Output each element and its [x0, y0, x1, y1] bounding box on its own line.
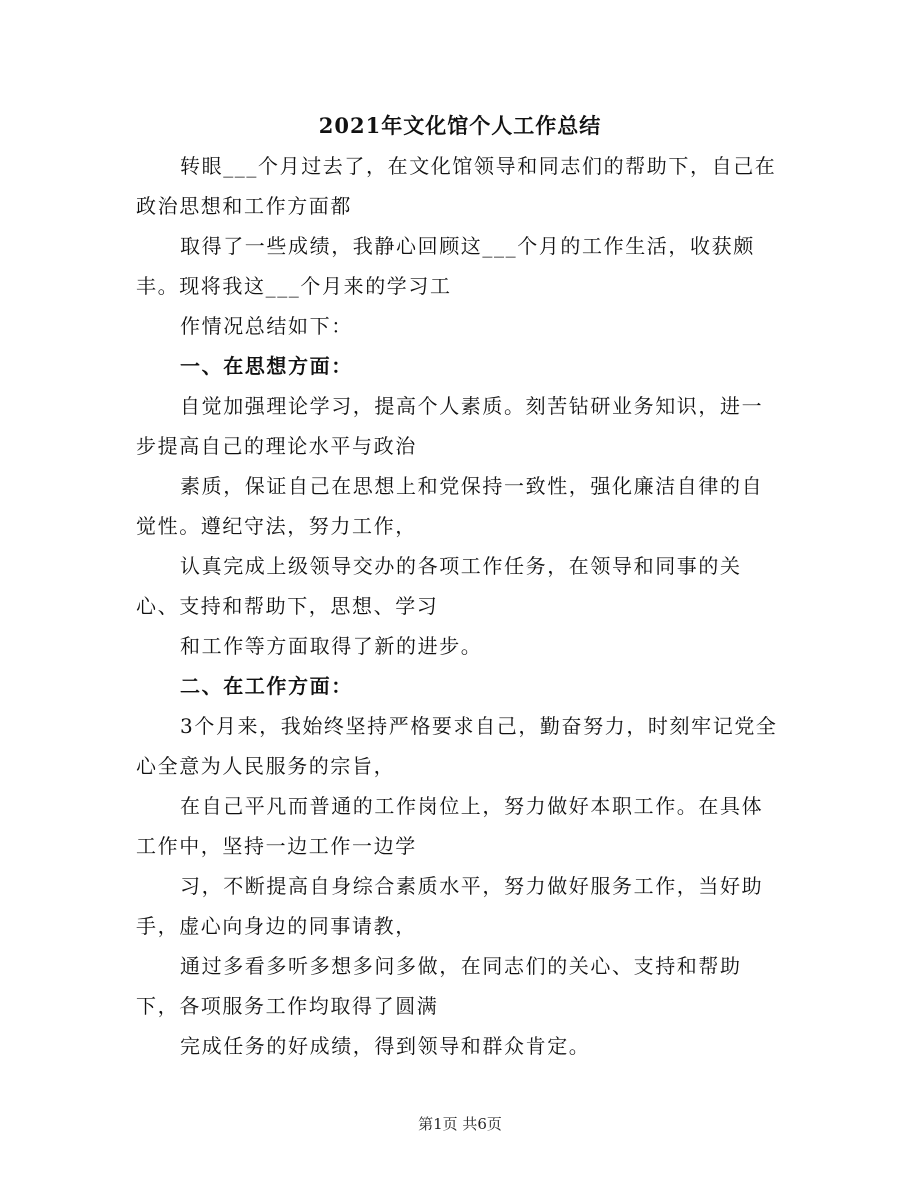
paragraph-work-1: 3个月来，我始终坚持严格要求自己，勤奋努力，时刻牢记党全心全意为人民服务的宗旨，	[136, 714, 778, 778]
paragraph-intro-2: 取得了一些成绩，我静心回顾这___个月的工作生活，收获颇丰。现将我这___个月来的学习工	[136, 234, 755, 298]
paragraph-intro-1: 转眼___个月过去了，在文化馆领导和同志们的帮助下，自己在政治思想和工作方面都	[136, 154, 777, 218]
section-heading-work: 二、在工作方面：	[180, 674, 353, 698]
paragraph-work-5: 完成任务的好成绩，得到领导和群众肯定。	[180, 1034, 591, 1058]
document-body	[136, 146, 784, 1066]
paragraph-work-4: 通过多看多听多想多问多做，在同志们的关心、支持和帮助下，各项服务工作均取得了圆满	[136, 954, 742, 1018]
paragraph-thought-1: 自觉加强理论学习，提高个人素质。刻苦钻研业务知识，进一步提高自己的理论水平与政治	[136, 394, 764, 458]
paragraph-thought-2: 素质，保证自己在思想上和党保持一致性，强化廉洁自律的自觉性。遵纪守法，努力工作，	[136, 474, 764, 538]
paragraph-thought-3: 认真完成上级领导交办的各项工作任务，在领导和同事的关心、支持和帮助下，思想、学习	[136, 554, 742, 618]
page-number-footer: 第1页 共6页	[418, 1115, 502, 1133]
paragraph-work-2: 在自己平凡而普通的工作岗位上，努力做好本职工作。在具体工作中，坚持一边工作一边学	[136, 794, 764, 858]
document-title: 2021年文化馆个人工作总结	[318, 113, 602, 138]
paragraph-thought-4: 和工作等方面取得了新的进步。	[180, 634, 483, 658]
section-heading-thought: 一、在思想方面：	[180, 354, 353, 378]
paragraph-intro-3: 作情况总结如下：	[180, 314, 353, 338]
paragraph-work-3: 习，不断提高自身综合素质水平，努力做好服务工作，当好助手，虚心向身边的同事请教，	[136, 874, 764, 938]
